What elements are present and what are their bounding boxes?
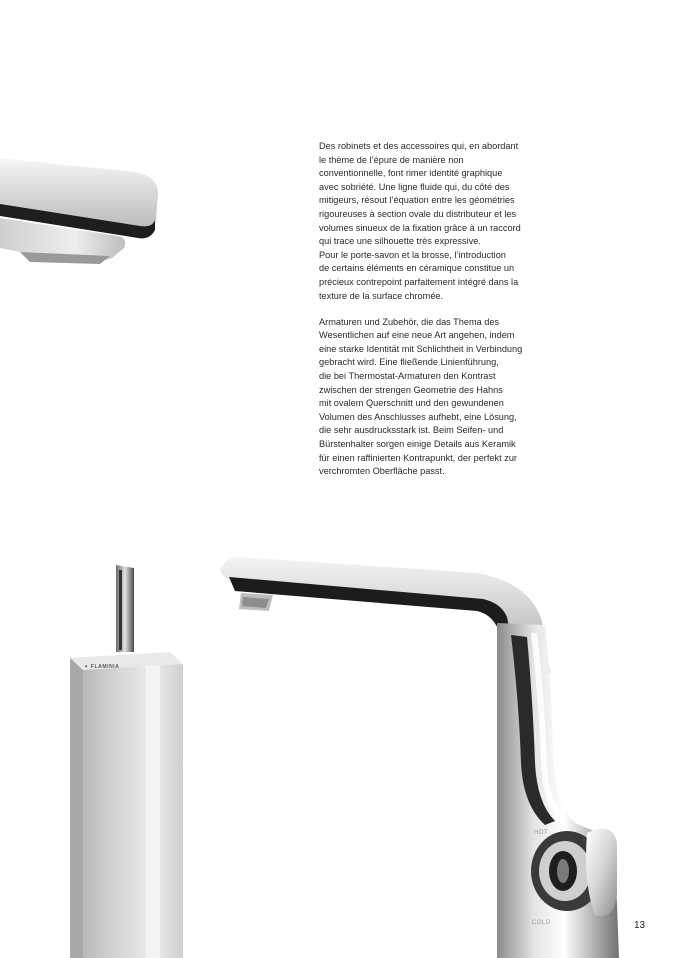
faucet-spout-photo-top [0, 150, 165, 270]
paragraph-german: Armaturen und Zubehör, die das Thema des Wesentlichen auf eine neue Art angehen, indem eine starke Identität mit Schlichtheit in Verbindung gebracht wird. Eine fließende Linienführung, die bei Thermostat-Armaturen den Kontrast zwischen der strengen Geometrie des Hahns mit ovalem Querschnitt und den gewundenen Volumen des Anschlusses aufhebt, eine Lösung, die sehr ausdrucksstark ist. Beim Seifen- und Bürstenhalter sorgen einige Details aus Keramik für einen raffinierten Kontrapunkt, der perfekt zur verchromten Oberfläche passt. [319, 316, 523, 477]
cold-label: COLD [532, 920, 551, 926]
basin-mixer-photo [215, 553, 640, 958]
body-text-column [319, 140, 533, 491]
column-mixer-photo [68, 560, 186, 958]
brand-star-icon: ✦ [84, 664, 89, 670]
hot-label: HOT [534, 830, 549, 836]
brand-mark-text: FLAMINIA [90, 664, 120, 670]
paragraph-french: Des robinets et des accessoires qui, en abordant le thème de l’épure de manière non conventionnelle, font rimer identité graphique avec sobriété. Une ligne fluide qui, du côté des mitigeurs, résout l’équation entre les géométries rigoureuses à section ovale du distributeur et les volumes sinueux de la fixation grâce à un raccord qui trace une silhouette très expressive. Pour le porte-savon et la brosse, l’introduction de certains éléments en céramique constitue un précieux contrepoint parfaitement intégré dans la texture de la surface chromée. [319, 141, 521, 301]
brand-mark [84, 664, 119, 670]
page-number: 13 [634, 920, 646, 931]
